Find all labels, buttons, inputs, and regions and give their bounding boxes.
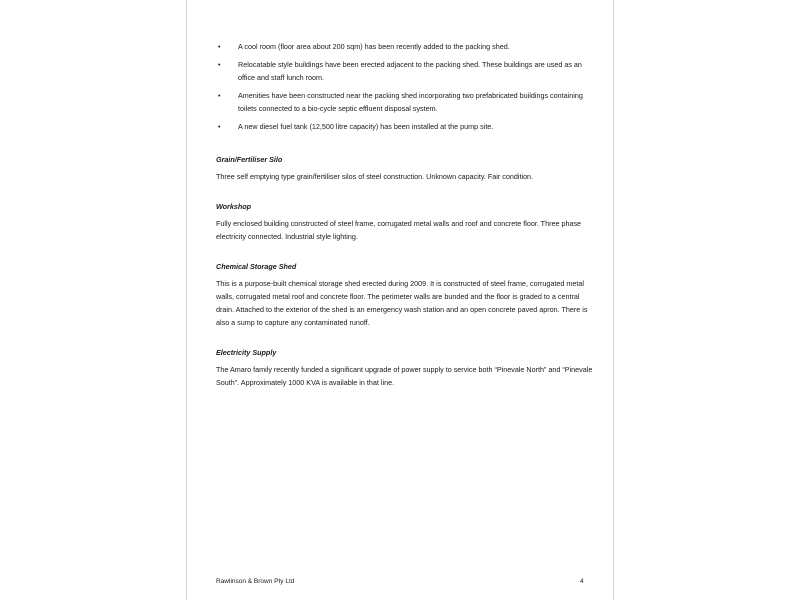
document-page [186, 0, 614, 600]
bullet-dot: • [218, 91, 221, 100]
section-heading: Chemical Storage Shed [216, 262, 297, 271]
section-heading: Electricity Supply [216, 348, 277, 357]
section-chemical-storage [216, 260, 596, 329]
page-content [216, 40, 596, 389]
bullet-text: Relocatable style buildings have been erected adjacent to the packing shed. These buildings are used as an office and staff lunch room. [238, 60, 582, 82]
section-body: Fully enclosed building constructed of steel frame, corrugated metal walls and roof and concrete floor. Three phase electricity connected. Industrial style lighting. [216, 219, 582, 241]
bullet-dot: • [218, 60, 221, 69]
section-heading: Grain/Fertiliser Silo [216, 155, 283, 164]
footer-page-number: 4 [580, 578, 584, 585]
footer-company: Rawlinson & Brown Pty Ltd [216, 578, 295, 585]
section-body: Three self emptying type grain/fertiliser silos of steel construction. Unknown capacity. Fair condition. [216, 172, 534, 181]
bullet-list [216, 40, 596, 133]
section-electricity [216, 346, 596, 389]
section-heading: Workshop [216, 202, 252, 211]
bullet-text: A cool room (floor area about 200 sqm) has been recently added to the packing shed. [238, 42, 510, 51]
bullet-item [216, 40, 596, 53]
bullet-dot: • [218, 122, 221, 131]
bullet-item [216, 58, 596, 84]
section-grain-silo [216, 153, 596, 183]
bullet-dot: • [218, 42, 221, 51]
bullet-item [216, 89, 596, 115]
section-workshop [216, 200, 596, 243]
bullet-text: A new diesel fuel tank (12,500 litre capacity) has been installed at the pump site. [238, 122, 494, 131]
bullet-item [216, 120, 596, 133]
bullet-text: Amenities have been constructed near the packing shed incorporating two prefabricated buildings containing toilets connected to a bio-cycle septic effluent disposal system. [238, 91, 583, 113]
section-body: This is a purpose-built chemical storage shed erected during 2009. It is constructed of steel frame, corrugated metal walls, corrugated metal roof and concrete floor. The perimeter walls are bunded and the floor is graded to a central drain. Attached to the exterior of the shed is an emergency wash station and an open concrete paved apron. There is also a sump to capture any contaminated runoff. [216, 279, 588, 327]
section-body: The Amaro family recently funded a significant upgrade of power supply to service both “Pinevale North” and “Pinevale South”. Approximately 1000 KVA is available in that line. [216, 365, 593, 387]
